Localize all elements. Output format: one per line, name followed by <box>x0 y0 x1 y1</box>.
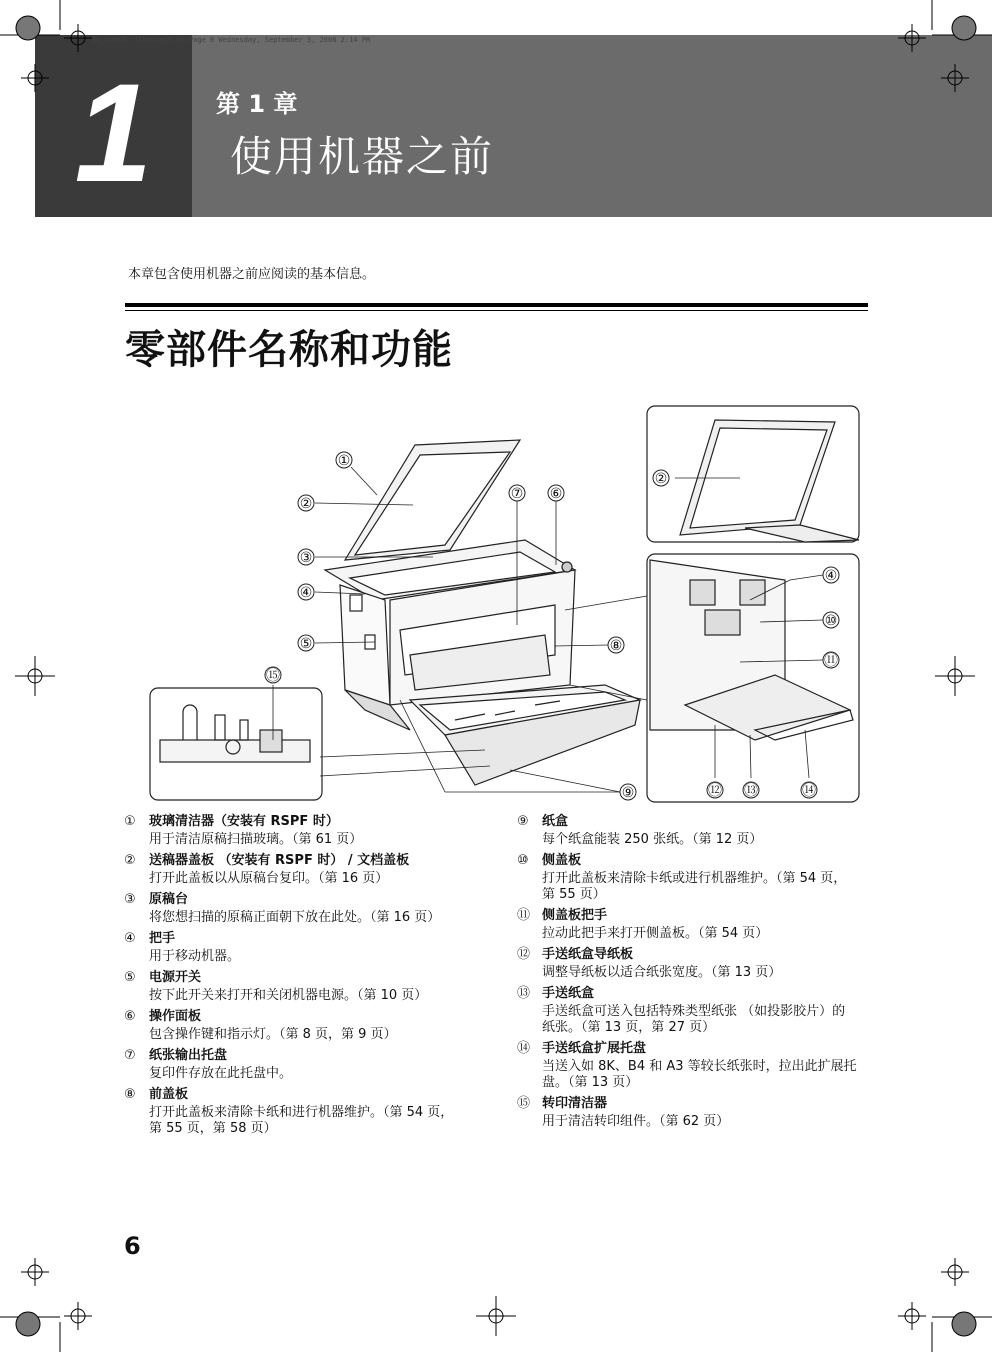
part-number: ⑨ <box>517 814 529 829</box>
part-item <box>517 945 857 981</box>
section-rule-thin <box>125 310 868 311</box>
parts-list-left <box>124 812 464 1140</box>
svg-text:⑩: ⑩ <box>824 613 838 629</box>
svg-text:⑦: ⑦ <box>510 486 524 502</box>
printer-slug-line: EX_Ope(D)_1Chapter1.fm Page 6 Wednesday, September 3, 2008 2:14 PM <box>92 36 371 44</box>
part-title: 把手 <box>149 931 176 946</box>
part-item <box>124 1085 464 1137</box>
part-number: ⑤ <box>124 970 136 985</box>
side-view-inset <box>565 554 859 802</box>
callout-10 <box>823 612 839 629</box>
part-title: 送稿器盖板 （安装有 RSPF 时） / 文档盖板 <box>149 853 410 868</box>
part-description: 每个纸盒能装 250 张纸。（第 12 页） <box>542 832 763 847</box>
callout-2-inset <box>653 470 669 487</box>
part-number: ⑭ <box>517 1041 531 1056</box>
part-number: ⑧ <box>124 1087 136 1102</box>
callout-5 <box>298 635 314 652</box>
svg-text:②: ② <box>299 496 313 512</box>
part-item <box>517 984 857 1036</box>
svg-text:④: ④ <box>299 585 313 601</box>
part-number: ③ <box>124 892 136 907</box>
callout-2 <box>298 495 314 512</box>
callout-7 <box>509 485 525 502</box>
part-number: ⑦ <box>124 1048 136 1063</box>
intro-paragraph: 本章包含使用机器之前应阅读的基本信息。 <box>128 267 376 282</box>
part-description: 打开此盖板来清除卡纸或进行机器维护。（第 54 页，第 55 页） <box>542 871 847 902</box>
part-item <box>124 851 464 887</box>
part-title: 原稿台 <box>149 892 189 907</box>
part-description: 调整导纸板以适合纸张宽度。（第 13 页） <box>542 965 782 980</box>
part-title: 侧盖板 <box>542 853 582 868</box>
part-number: ⑫ <box>517 947 531 962</box>
part-description: 拉动此把手来打开侧盖板。（第 54 页） <box>542 926 769 941</box>
part-description: 复印件存放在此托盘中。 <box>149 1066 293 1081</box>
svg-text:⑨: ⑨ <box>621 785 635 801</box>
part-number: ② <box>124 853 136 868</box>
part-title: 电源开关 <box>149 970 202 985</box>
part-title: 手送纸盒导纸板 <box>542 947 634 962</box>
svg-text:⑪: ⑪ <box>824 653 838 669</box>
part-title: 转印清洁器 <box>542 1096 608 1111</box>
callout-12 <box>707 782 723 799</box>
part-title: 操作面板 <box>149 1009 202 1024</box>
part-item <box>124 890 464 926</box>
part-title: 前盖板 <box>149 1087 189 1102</box>
copier-illustration <box>145 400 865 810</box>
part-item <box>517 812 857 848</box>
callout-15 <box>265 667 281 684</box>
part-item <box>124 1007 464 1043</box>
part-description: 手送纸盒可送入包括特殊类型纸张 （如投影胶片）的纸张。（第 13 页，第 27 页） <box>542 1004 846 1035</box>
part-description: 用于移动机器。 <box>149 949 241 964</box>
part-title: 手送纸盒 <box>542 986 595 1001</box>
parts-list-right <box>517 812 857 1133</box>
part-item <box>517 1094 857 1130</box>
callout-9 <box>620 784 636 801</box>
part-description: 打开此盖板来清除卡纸和进行机器维护。（第 54 页，第 55 页，第 58 页） <box>149 1105 454 1136</box>
svg-text:⑤: ⑤ <box>299 636 313 652</box>
part-number: ⑮ <box>517 1096 531 1111</box>
section-heading: 零部件名称和功能 <box>125 327 453 373</box>
part-item <box>517 906 857 942</box>
svg-text:③: ③ <box>299 550 313 566</box>
part-description: 包含操作键和指示灯。（第 8 页，第 9 页） <box>149 1027 397 1042</box>
part-item <box>124 812 464 848</box>
chapter-title: 使用机器之前 <box>230 132 495 181</box>
svg-text:④: ④ <box>824 568 838 584</box>
part-item <box>517 851 857 903</box>
part-title: 侧盖板把手 <box>542 908 608 923</box>
part-item <box>517 1039 857 1091</box>
svg-text:⑬: ⑬ <box>744 783 758 799</box>
part-number: ⑪ <box>517 908 531 923</box>
page-number: 6 <box>124 1232 141 1260</box>
part-number: ⑬ <box>517 986 531 1001</box>
svg-text:⑮: ⑮ <box>266 668 280 684</box>
part-title: 纸张输出托盘 <box>149 1048 228 1063</box>
callout-13 <box>743 782 759 799</box>
callout-1 <box>336 452 352 469</box>
part-number: ① <box>124 814 136 829</box>
callout-11 <box>823 652 839 669</box>
svg-text:⑭: ⑭ <box>802 783 816 799</box>
part-description: 将您想扫描的原稿正面朝下放在此处。（第 16 页） <box>149 910 441 925</box>
machine-main-drawing <box>325 440 640 785</box>
callout-3 <box>298 549 314 566</box>
chapter-label: 第 1 章 <box>216 90 298 118</box>
document-cover-inset <box>647 406 859 542</box>
callout-6 <box>548 485 564 502</box>
part-title: 玻璃清洁器（安装有 RSPF 时） <box>149 814 339 829</box>
section-rule <box>125 303 868 307</box>
callout-4 <box>298 584 314 601</box>
part-description: 用于清洁原稿扫描玻璃。（第 61 页） <box>149 832 363 847</box>
callout-14 <box>801 782 817 799</box>
svg-text:⑧: ⑧ <box>609 638 623 654</box>
part-title: 纸盒 <box>542 814 569 829</box>
part-description: 打开此盖板以从原稿台复印。（第 16 页） <box>149 871 389 886</box>
part-description: 用于清洁转印组件。（第 62 页） <box>542 1114 730 1129</box>
callout-4-inset <box>823 567 839 584</box>
part-number: ⑥ <box>124 1009 136 1024</box>
part-number: ④ <box>124 931 136 946</box>
svg-text:⑥: ⑥ <box>549 486 563 502</box>
part-item <box>124 929 464 965</box>
part-item <box>124 1046 464 1082</box>
part-title: 手送纸盒扩展托盘 <box>542 1041 647 1056</box>
part-number: ⑩ <box>517 853 529 868</box>
part-description: 当送入如 8K、B4 和 A3 等较长纸张时，拉出此扩展托盘。（第 13 页） <box>542 1059 857 1090</box>
svg-text:⑫: ⑫ <box>708 783 722 799</box>
svg-text:②: ② <box>654 471 668 487</box>
callout-8 <box>608 637 624 654</box>
chapter-number: 1 <box>74 54 153 211</box>
svg-text:①: ① <box>337 453 351 469</box>
part-description: 按下此开关来打开和关闭机器电源。（第 10 页） <box>149 988 428 1003</box>
part-item <box>124 968 464 1004</box>
